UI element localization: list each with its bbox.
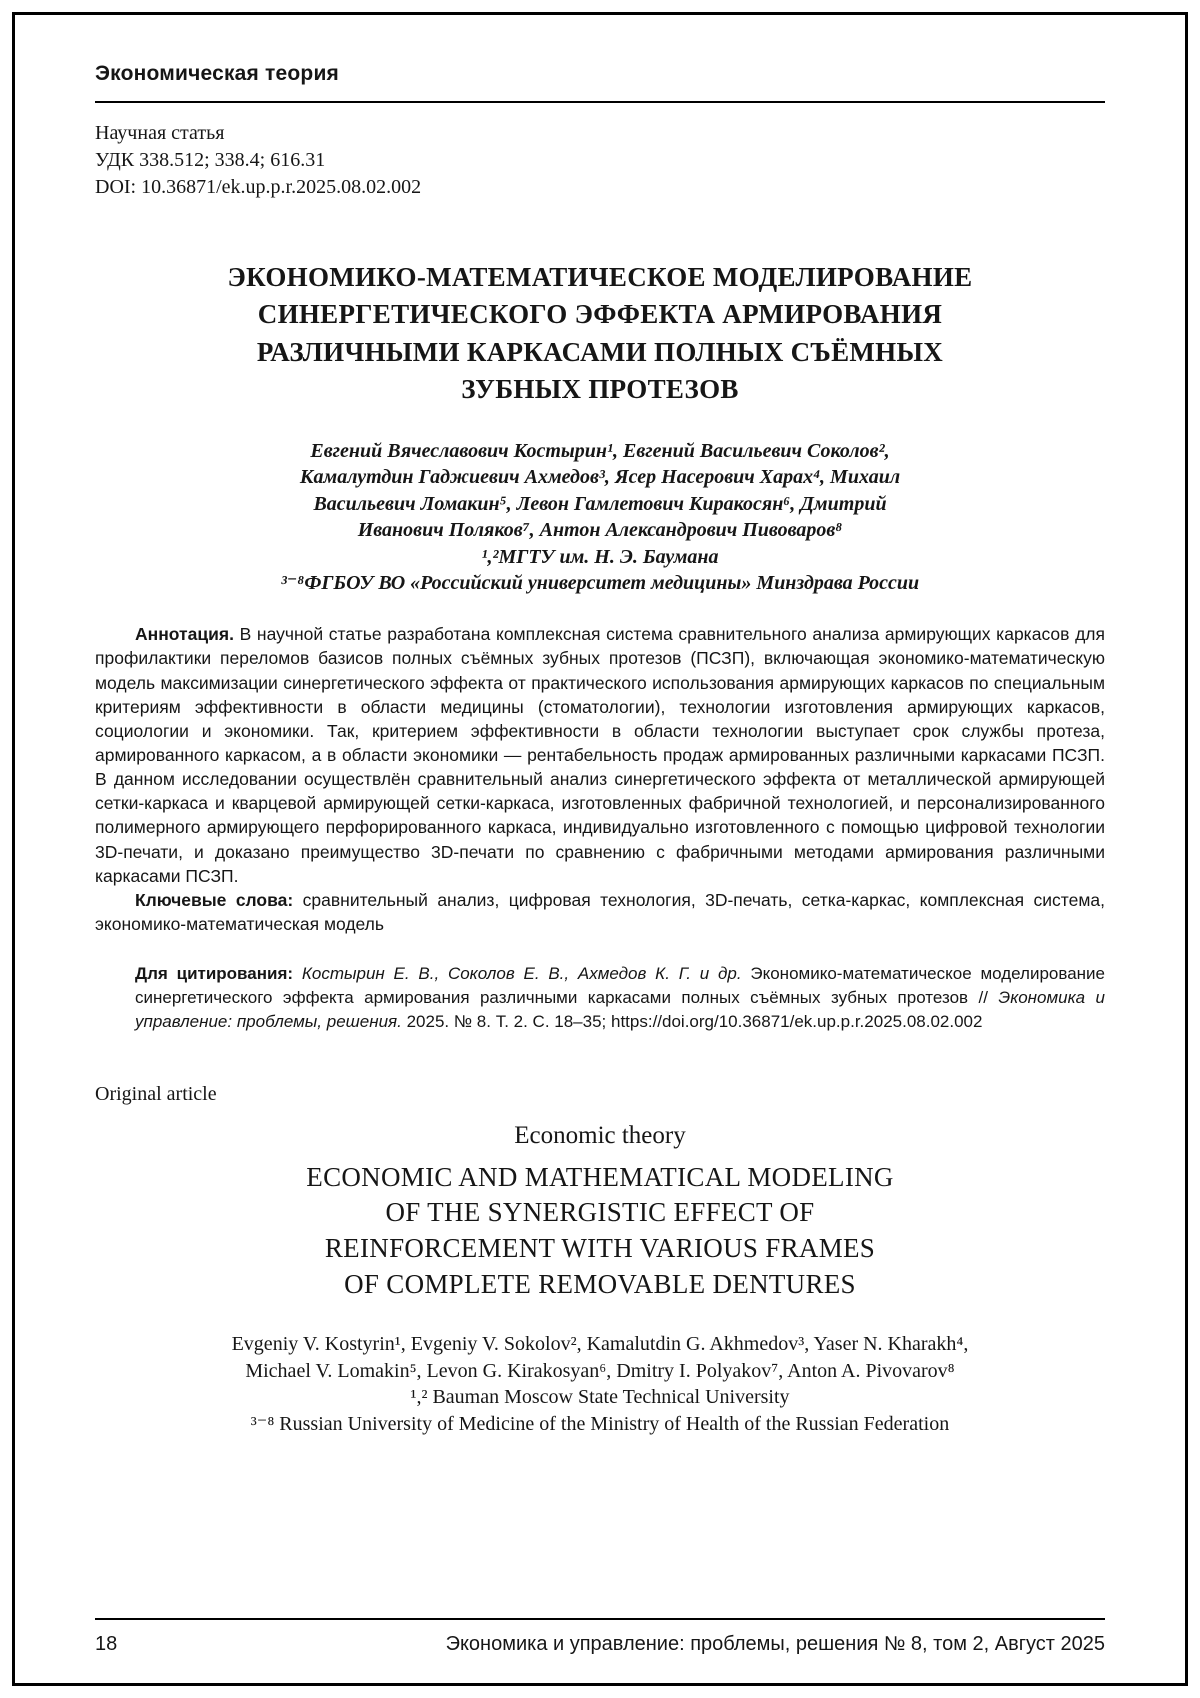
citation-title: Экономико-математическое моделирование синергетического эффекта армирования различными каркасами полных съёмных зубных протезов // <box>135 964 1105 1008</box>
keywords-paragraph <box>95 888 1105 936</box>
authors-ru: Евгений Вячеславович Костырин¹, Евгений Васильевич Соколов², Камалутдин Гаджиевич Ахмедов³, Ясер Насерович Харах⁴, Михаил Васильевич Ломакин⁵, Левон Гамлетович Киракосян⁶, Дмитрий Иванович Поляков⁷, Антон Александрович Пивоваров⁸ <box>299 440 901 542</box>
article-type-ru: Научная статья <box>95 122 225 144</box>
section-header: Экономическая теория <box>95 62 340 85</box>
keywords-label: Ключевые слова: <box>135 889 294 910</box>
abstract-text: В научной статье разработана комплексная система сравнительного анализа армирующих каркасов для профилактики переломов базисов полных съёмных зубных протезов (ПСЗП), включающая экономико-математическую модель максимизации синергетического эффекта от практического использования армирующих каркасов по специальным критериям эффективности в области медицины (стоматологии), технологии изготовления армирующих каркасов, социологии и экономики. Так, критерием эффективности в области технологии выступает срок службы протеза, армированного каркасом, а в области экономики — рентабельность продаж армированных различными каркасами ПСЗП. В данном исследовании осуществлён сравнительный анализ синергетического эффекта от металлической армирующей сетки-каркаса и кварцевой армирующей сетки-каркаса, изготовленных фабричной технологией, и персонализированного полимерного армирующего перфорированного каркаса, индивидуально изготовленного с помощью цифровой технологии 3D-печати, и доказано преимущество 3D-печати по сравнению с фабричными методами армирования различными каркасами ПСЗП. <box>95 624 1105 886</box>
udc-line: УДК 338.512; 338.4; 616.31 <box>95 149 326 171</box>
citation-label: Для цитирования: <box>135 964 294 984</box>
original-article-label: Original article <box>95 1082 217 1105</box>
header-rule <box>95 101 1105 103</box>
citation-authors: Костырин Е. В., Соколов Е. В., Ахмедов К. Г. и др. <box>301 964 742 984</box>
article-title-en: ECONOMIC AND MATHEMATICAL MODELING OF THE SYNERGISTIC EFFECT OF REINFORCEMENT WITH VARIOUS FRAMES OF COMPLETE REMOVABLE DENTURES <box>306 1161 894 1300</box>
section-en: Economic theory <box>514 1121 686 1149</box>
abstract-label: Аннотация. <box>135 624 234 645</box>
footer-journal-info: Экономика и управление: проблемы, решения № 8, том 2, Август 2025 <box>445 1633 1105 1655</box>
footer-rule <box>95 1618 1105 1620</box>
citation-journal: Экономика и управление: проблемы, решения. <box>135 988 1105 1032</box>
abstract-paragraph <box>95 622 1105 888</box>
article-title-ru: ЭКОНОМИКО-МАТЕМАТИЧЕСКОЕ МОДЕЛИРОВАНИЕ СИНЕРГЕТИЧЕСКОГО ЭФФЕКТА АРМИРОВАНИЯ РАЗЛИЧНЫМИ КАРКАСАМИ ПОЛНЫХ СЪЁМНЫХ ЗУБНЫХ ПРОТЕЗОВ <box>227 262 973 404</box>
page-number: 18 <box>95 1633 118 1655</box>
affiliation-2-en: ³⁻⁸ Russian University of Medicine of the Ministry of Health of the Russian Federation <box>250 1412 950 1435</box>
citation-block <box>135 962 1105 1034</box>
affiliation-1-ru: ¹,²МГТУ им. Н. Э. Баумана <box>481 545 719 568</box>
page-footer <box>95 1618 1105 1656</box>
citation-tail: 2025. № 8. Т. 2. С. 18–35; https://doi.org/10.36871/ek.up.p.r.2025.08.02.002 <box>406 1012 983 1032</box>
doi-line: DOI: 10.36871/ek.up.p.r.2025.08.02.002 <box>95 176 422 198</box>
authors-en: Evgeniy V. Kostyrin¹, Evgeniy V. Sokolov², Kamalutdin G. Akhmedov³, Yaser N. Kharakh⁴, Michael V. Lomakin⁵, Levon G. Kirakosyan⁶, Dmitry I. Polyakov⁷, Anton A. Pivovarov⁸ <box>231 1333 969 1382</box>
keywords-text: сравнительный анализ, цифровая технология, 3D-печать, сетка-каркас, комплексная система, экономико-математическая модель <box>95 889 1105 935</box>
article-meta <box>95 120 1105 201</box>
affiliation-2-ru: ³⁻⁸ФГБОУ ВО «Российский университет медицины» Минздрава России <box>280 571 920 594</box>
affiliation-1-en: ¹,² Bauman Moscow State Technical University <box>410 1386 790 1409</box>
